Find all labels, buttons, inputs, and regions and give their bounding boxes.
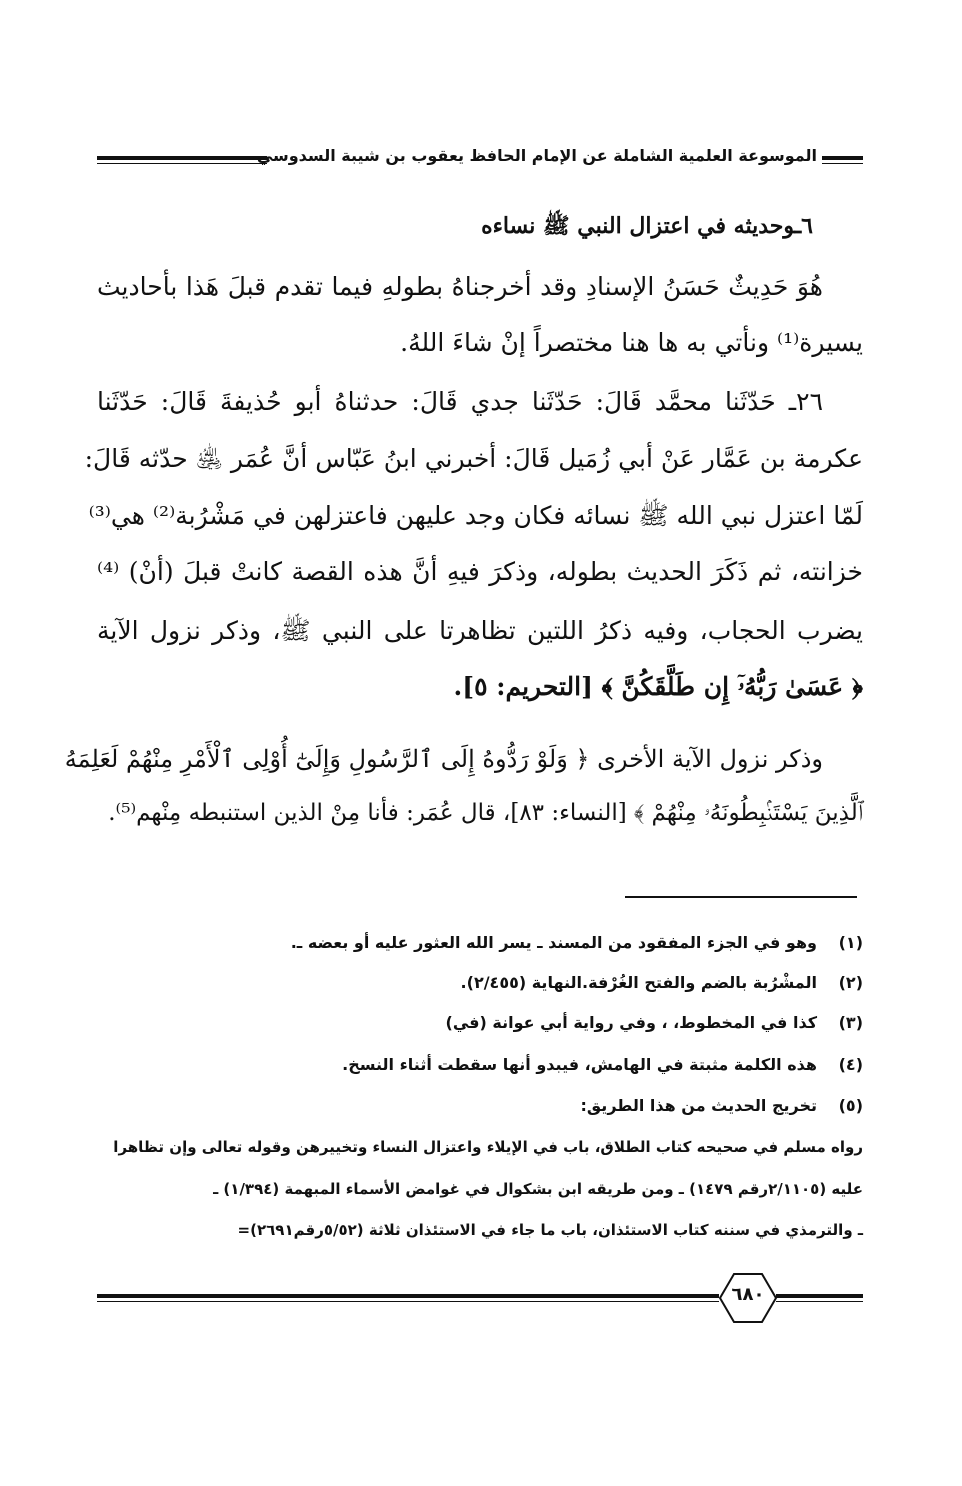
footnote-separator bbox=[625, 896, 857, 898]
body-line: ٱلَّذِينَ يَسْتَنۢبِطُونَهُۥ مِنْهُمْ ﴾ [النساء: ٨٣]، قال عُمَر: فأنا مِنْ الذين استنبطه مِنْهم⁽⁵⁾. bbox=[108, 800, 863, 826]
footnote-text: المشْرُبة بالضم والفتح الغُرْفة.النهاية (٢/٤٥٥). bbox=[460, 973, 817, 992]
footnote-number: (٣) bbox=[838, 1013, 863, 1032]
footnote-continuation: عليه (٢/١١٠٥رقم ١٤٧٩) ـ ومن طريقه ابن بشكوال في غوامض الأسماء المبهمة (١/٣٩٤) ـ bbox=[213, 1180, 863, 1198]
footnote-number: (٥) bbox=[838, 1096, 863, 1115]
footer-rule-left-thin bbox=[97, 1301, 719, 1302]
footer-rule-left bbox=[97, 1294, 719, 1298]
body-line: هُوَ حَدِيثٌ حَسَنُ الإسنادِ وقد أخرجناهُ بطولهِ فيما تقدم قبلَ هَذا بأحاديث bbox=[97, 272, 823, 301]
footnote-number: (٢) bbox=[838, 973, 863, 992]
footer-rule-right bbox=[776, 1294, 863, 1298]
body-line: ٢٦ـ حَدّثَنا محمَّد قَالَ: حَدّثَنا جدي قَالَ: حدثناهُ أبو حُذيفةَ قَالَ: حَدّثَنا bbox=[97, 387, 823, 416]
footnote-5 bbox=[97, 1096, 863, 1115]
footnote-text: تخريج الحديث من هذا الطريق: bbox=[580, 1096, 817, 1115]
header-rule-right bbox=[822, 156, 863, 160]
footnote-number: (٤) bbox=[838, 1055, 863, 1074]
footer-rule-right-thin bbox=[776, 1301, 863, 1302]
section-heading: ٦ـوحديثه في اعتزال النبي ﷺ نساءه bbox=[481, 213, 813, 239]
footnote-continuation: ـ والترمذي في سننه كتاب الاستئذان، باب ما جاء في الاستئذان ثلاثة (٥/٥٢رقم٢٦٩١)= bbox=[237, 1221, 863, 1239]
body-line: وذكر نزول الآية الأخرى ﴿ وَلَوْ رَدُّوهُ إِلَى ٱلرَّسُولِ وَإِلَىٰٓ أُوْلِى ٱلْأَمْرِ مِنْهُمْ لَعَلِمَهُ bbox=[64, 745, 823, 773]
footnote-4 bbox=[97, 1055, 863, 1074]
quran-verse-line: ﴿ عَسَىٰ رَبُّهُۥٓ إِن طَلَّقَكُنَّ ﴾ [التحريم: ٥]. bbox=[453, 672, 863, 701]
body-line: خزانته، ثم ذَكَرَ الحديث بطوله، وذكرَ فيهِ أنَّ هذه القصة كانتْ قبلَ (أنْ) ⁽⁴⁾ bbox=[97, 557, 863, 586]
footnote-3 bbox=[97, 1013, 863, 1032]
footnote-text: كذا في المخطوط، ، وفي رواية أبي عوانة (في) bbox=[445, 1013, 817, 1032]
running-header-title: الموسوعة العلمية الشاملة عن الإمام الحافظ يعقوب بن شيبة السدوسي bbox=[256, 146, 817, 165]
header-rule-left-thin bbox=[97, 163, 267, 164]
body-line: يسيرة⁽¹⁾ ونأتي به ها هنا مختصراً إنْ شاءَ اللهُ. bbox=[400, 328, 863, 357]
footnote-1 bbox=[97, 933, 863, 952]
body-line: لَمّا اعتزل نبي الله ﷺ نسائه فكان وجد عليهن فاعتزلهن في مَشْرُبة⁽²⁾ هي⁽³⁾ bbox=[88, 501, 863, 530]
footnote-2 bbox=[97, 973, 863, 992]
body-line: يضرب الحجاب، وفيه ذكرُ اللتين تظاهرتا على النبي ﷺ، وذكر نزول الآية bbox=[97, 616, 863, 645]
footnote-continuation: رواه مسلم في صحيحه كتاب الطلاق، باب في الإيلاء واعتزال النساء وتخييرهن وقوله تعالى وإن تظاهرا bbox=[113, 1138, 863, 1156]
header-rule-right-thin bbox=[822, 163, 863, 164]
header-rule-left bbox=[97, 156, 267, 160]
footnote-text: وهو في الجزء المفقود من المسند ـ يسر الله العثور عليه أو بعضه ـ. bbox=[290, 933, 817, 952]
page-number: ٦٨٠ bbox=[731, 1284, 765, 1305]
footnote-text: هذه الكلمة مثبتة في الهامش، فيبدو أنها سقطت أثناء النسخ. bbox=[342, 1055, 817, 1074]
footnote-number: (١) bbox=[838, 933, 863, 952]
body-line: عكرمة بن عَمَّار عَنْ أبي زُمَيل قَالَ: أخبرني ابنُ عَبّاس أنَّ عُمَر ﵁ حدّثه قَالَ: bbox=[84, 444, 863, 473]
